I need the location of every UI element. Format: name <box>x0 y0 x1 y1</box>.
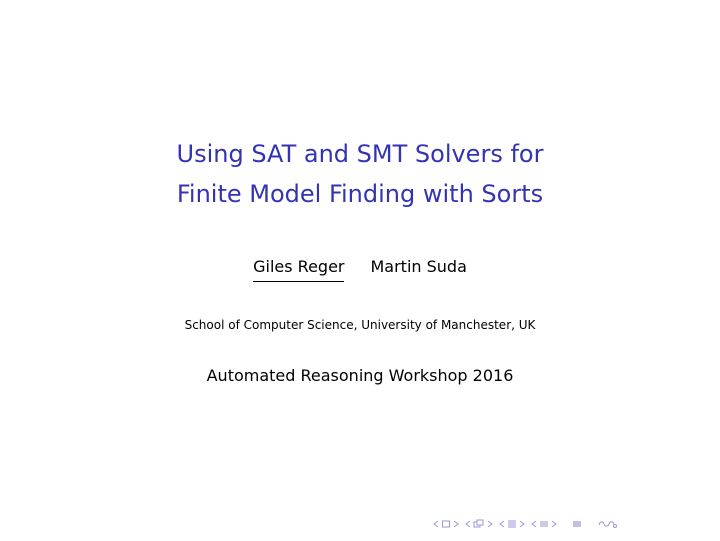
author-presenter: Giles Reger <box>253 255 344 282</box>
first-frame-icon[interactable] <box>432 519 440 529</box>
slide-icon[interactable] <box>539 519 549 529</box>
align-icon[interactable] <box>572 519 582 529</box>
slide-title-line-1: Using SAT and SMT Solvers for <box>176 140 544 168</box>
beamer-navigation-bar <box>432 516 618 532</box>
subsection-icon[interactable] <box>473 519 485 529</box>
search-icon[interactable] <box>596 519 618 529</box>
author-coauthor: Martin Suda <box>370 257 467 276</box>
nav-subsection-group <box>464 519 494 529</box>
prev-subsection-icon[interactable] <box>464 519 472 529</box>
next-section-icon[interactable] <box>518 519 526 529</box>
institute: School of Computer Science, University of Manchester, UK <box>184 318 536 332</box>
event-date: Automated Reasoning Workshop 2016 <box>206 366 514 385</box>
prev-slide-icon[interactable] <box>530 519 538 529</box>
next-subsection-icon[interactable] <box>486 519 494 529</box>
nav-frame-group <box>432 519 460 529</box>
next-frame-icon[interactable] <box>452 519 460 529</box>
author-list <box>0 255 720 282</box>
prev-section-icon[interactable] <box>498 519 506 529</box>
nav-section-group <box>498 519 526 529</box>
next-slide-icon[interactable] <box>550 519 558 529</box>
section-icon[interactable] <box>507 519 517 529</box>
nav-slide-group <box>530 519 558 529</box>
frame-icon[interactable] <box>441 519 451 529</box>
slide-title-line-2: Finite Model Finding with Sorts <box>176 180 544 208</box>
